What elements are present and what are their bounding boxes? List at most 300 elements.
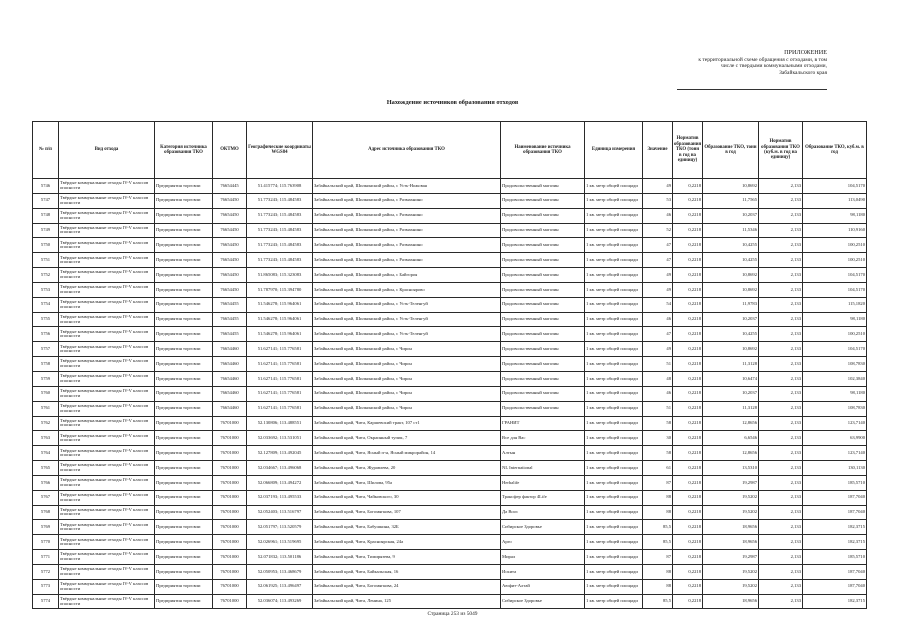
cell-source-name: Продовольственный магазин (501, 238, 585, 253)
cell-num: 5767 (33, 490, 59, 505)
cell-unit: 1 кв. метр общей площади (585, 535, 643, 550)
cell-volume: 98,1180 (803, 312, 867, 327)
cell-waste-type: Твёрдые коммунальные отходы IV-V классов опасности (59, 179, 155, 194)
cell-source-name: ГРАНИТ (501, 416, 585, 431)
cell-volume-norm: 2,133 (759, 386, 803, 401)
cell-waste-type: Твёрдые коммунальные отходы IV-V классов опасности (59, 490, 155, 505)
cell-source-category: Предприятия торговли (155, 386, 213, 401)
cell-unit: 1 кв. метр общей площади (585, 505, 643, 520)
cell-mass: 11,3128 (703, 357, 759, 372)
cell-mass-norm: 0,2218 (673, 535, 703, 550)
cell-waste-type: Твёрдые коммунальные отходы IV-V классов опасности (59, 357, 155, 372)
cell-num: 5766 (33, 475, 59, 490)
cell-num: 5751 (33, 253, 59, 268)
cell-num: 5756 (33, 327, 59, 342)
cell-source-category: Предприятия торговли (155, 401, 213, 416)
cell-oktmo: 76654450 (213, 238, 247, 253)
cell-coordinates: 51.415774; 115.763908 (247, 179, 313, 194)
cell-coordinates: 51.773243; 115.484583 (247, 193, 313, 208)
cell-waste-type: Твёрдые коммунальные отходы IV-V классов опасности (59, 223, 155, 238)
cell-value: 85,5 (643, 594, 673, 609)
cell-value: 58 (643, 416, 673, 431)
table-header-row (33, 122, 867, 179)
cell-address: Забайкальский край, Шилкинский район, с Усть-Теленгуй (313, 312, 501, 327)
cell-unit: 1 кв. метр общей площади (585, 253, 643, 268)
cell-mass: 12,8656 (703, 446, 759, 461)
cell-source-name: Продовольственный магазин (501, 297, 585, 312)
cell-waste-type: Твёрдые коммунальные отходы IV-V классов опасности (59, 446, 155, 461)
cell-source-category: Предприятия торговли (155, 564, 213, 579)
cell-address: Забайкальский край, Чита, Бабушкина, 32Б (313, 520, 501, 535)
table-row (33, 594, 867, 609)
header-mass-norm: Норматив образования ТКО (тонн в год на единицу) (673, 122, 703, 179)
cell-waste-type: Твёрдые коммунальные отходы IV-V классов опасности (59, 564, 155, 579)
cell-mass: 11,5346 (703, 223, 759, 238)
cell-mass: 18,9656 (703, 535, 759, 550)
cell-unit: 1 кв. метр общей площади (585, 564, 643, 579)
cell-volume: 100,2510 (803, 238, 867, 253)
cell-mass: 10,8692 (703, 282, 759, 297)
cell-source-name: Сибирское Здоровье (501, 520, 585, 535)
cell-num: 5746 (33, 179, 59, 194)
cell-volume-norm: 2,133 (759, 371, 803, 386)
cell-value: 85,5 (643, 520, 673, 535)
cell-num: 5754 (33, 297, 59, 312)
cell-coordinates: 52.033692; 113.531051 (247, 431, 313, 446)
cell-volume: 98,1180 (803, 386, 867, 401)
cell-waste-type: Твёрдые коммунальные отходы IV-V классов опасности (59, 253, 155, 268)
cell-address: Забайкальский край, Чита, Каршевский тракт, 107 ст1 (313, 416, 501, 431)
cell-mass: 19,2987 (703, 475, 759, 490)
cell-volume-norm: 2,133 (759, 179, 803, 194)
cell-coordinates: 52.036074; 113.493269 (247, 594, 313, 609)
cell-source-name: Все для Вас (501, 431, 585, 446)
cell-address: Забайкальский край, Шилкинский район, с Чирон (313, 357, 501, 372)
cell-unit: 1 кв. метр общей площади (585, 193, 643, 208)
cell-address: Забайкальский край, Шилкинский район, с Размахнино (313, 208, 501, 223)
cell-mass: 19,5202 (703, 505, 759, 520)
cell-oktmo: 76654460 (213, 401, 247, 416)
cell-mass-norm: 0,2218 (673, 282, 703, 297)
cell-volume: 104,5170 (803, 268, 867, 283)
appendix-block (577, 50, 827, 76)
cell-source-category: Предприятия торговли (155, 297, 213, 312)
table-row (33, 446, 867, 461)
cell-source-category: Предприятия торговли (155, 208, 213, 223)
cell-mass: 10,4255 (703, 238, 759, 253)
cell-unit: 1 кв. метр общей площади (585, 282, 643, 297)
cell-num: 5749 (33, 223, 59, 238)
cell-coordinates: 51.773243; 115.484583 (247, 253, 313, 268)
cell-oktmo: 76701000 (213, 550, 247, 565)
cell-source-category: Предприятия торговли (155, 223, 213, 238)
cell-coordinates: 52.037193; 113.495533 (247, 490, 313, 505)
cell-oktmo: 76654450 (213, 223, 247, 238)
table-row (33, 223, 867, 238)
cell-oktmo: 76701000 (213, 535, 247, 550)
cell-num: 5760 (33, 386, 59, 401)
cell-mass: 10,8692 (703, 342, 759, 357)
cell-num: 5757 (33, 342, 59, 357)
cell-unit: 1 кв. метр общей площади (585, 312, 643, 327)
cell-waste-type: Твёрдые коммунальные отходы IV-V классов опасности (59, 386, 155, 401)
cell-mass: 13,5310 (703, 461, 759, 476)
cell-unit: 1 кв. метр общей площади (585, 550, 643, 565)
cell-address: Забайкальский край, Шилкинский район, с Размахнино (313, 223, 501, 238)
cell-coordinates: 52.071832; 113.501186 (247, 550, 313, 565)
header-num: № п/п (33, 122, 59, 179)
cell-volume-norm: 2,133 (759, 253, 803, 268)
cell-mass-norm: 0,2218 (673, 401, 703, 416)
cell-volume-norm: 2,133 (759, 282, 803, 297)
cell-unit: 1 кв. метр общей площади (585, 179, 643, 194)
table-row (33, 371, 867, 386)
cell-unit: 1 кв. метр общей площади (585, 371, 643, 386)
table-row (33, 268, 867, 283)
cell-mass: 18,9656 (703, 594, 759, 609)
cell-source-category: Предприятия торговли (155, 253, 213, 268)
appendix-line-2: числе с твердыми коммунальными отходами, (720, 63, 827, 70)
cell-volume: 104,5170 (803, 342, 867, 357)
waste-sources-table (32, 121, 867, 609)
cell-mass-norm: 0,2218 (673, 297, 703, 312)
cell-address: Забайкальский край, Шилкинский район, с Чирон (313, 371, 501, 386)
cell-unit: 1 кв. метр общей площади (585, 386, 643, 401)
cell-unit: 1 кв. метр общей площади (585, 579, 643, 594)
table-row (33, 327, 867, 342)
cell-unit: 1 кв. метр общей площади (585, 357, 643, 372)
cell-mass: 10,6474 (703, 371, 759, 386)
table-row (33, 179, 867, 194)
cell-address: Забайкальский край, Чита, Ленина, 125 (313, 594, 501, 609)
cell-volume-norm: 2,133 (759, 327, 803, 342)
cell-coordinates: 52.051797; 113.520579 (247, 520, 313, 535)
cell-volume: 182,3715 (803, 594, 867, 609)
cell-waste-type: Твёрдые коммунальные отходы IV-V классов опасности (59, 579, 155, 594)
cell-coordinates: 52.026961; 113.519695 (247, 535, 313, 550)
cell-value: 52 (643, 223, 673, 238)
cell-num: 5765 (33, 461, 59, 476)
cell-source-name: Сибирское Здоровье (501, 594, 585, 609)
cell-mass: 19,5202 (703, 564, 759, 579)
cell-source-category: Предприятия торговли (155, 327, 213, 342)
header-volume: Образование ТКО, куб.м. в год (803, 122, 867, 179)
cell-unit: 1 кв. метр общей площади (585, 297, 643, 312)
cell-address: Забайкальский край, Шилкинский район, с Размахнино (313, 253, 501, 268)
cell-volume: 100,2510 (803, 253, 867, 268)
cell-volume-norm: 2,133 (759, 238, 803, 253)
cell-mass: 6,6546 (703, 431, 759, 446)
cell-value: 47 (643, 253, 673, 268)
cell-source-category: Предприятия торговли (155, 371, 213, 386)
cell-volume-norm: 2,133 (759, 357, 803, 372)
cell-mass-norm: 0,2218 (673, 505, 703, 520)
cell-num: 5762 (33, 416, 59, 431)
cell-waste-type: Твёрдые коммунальные отходы IV-V классов опасности (59, 371, 155, 386)
cell-address: Забайкальский край, Чита, Красноярская, 24а (313, 535, 501, 550)
cell-source-name: Продовольственный магазин (501, 312, 585, 327)
cell-oktmo: 76701000 (213, 446, 247, 461)
cell-volume-norm: 2,133 (759, 579, 803, 594)
table-row (33, 312, 867, 327)
header-source-name: Наименование источника образования ТКО (501, 122, 585, 179)
cell-oktmo: 76701000 (213, 475, 247, 490)
cell-address: Забайкальский край, Шилкинский район, с Усть-Теленгуй (313, 297, 501, 312)
cell-coordinates: 51.546278; 115.964061 (247, 297, 313, 312)
document-title: Нахождение источников образования отходов (386, 99, 519, 106)
table-row (33, 386, 867, 401)
cell-source-category: Предприятия торговли (155, 357, 213, 372)
cell-oktmo: 76654460 (213, 386, 247, 401)
cell-mass: 10,2037 (703, 208, 759, 223)
cell-value: 46 (643, 312, 673, 327)
cell-source-name: Продовольственный магазин (501, 268, 585, 283)
cell-address: Забайкальский край, Чита, Чайковского, 30 (313, 490, 501, 505)
cell-volume: 187,7040 (803, 564, 867, 579)
cell-source-name: NL International (501, 461, 585, 476)
cell-waste-type: Твёрдые коммунальные отходы IV-V классов опасности (59, 594, 155, 609)
cell-mass-norm: 0,2218 (673, 371, 703, 386)
cell-volume: 108,7830 (803, 357, 867, 372)
header-address: Адрес источника образования ТКО (313, 122, 501, 179)
cell-volume: 100,2510 (803, 327, 867, 342)
cell-volume-norm: 2,133 (759, 550, 803, 565)
cell-source-name: Аюфит-Алтай (501, 579, 585, 594)
cell-source-name: Продовольственный магазин (501, 179, 585, 194)
cell-source-category: Предприятия торговли (155, 342, 213, 357)
table-row (33, 490, 867, 505)
cell-value: 49 (643, 342, 673, 357)
cell-unit: 1 кв. метр общей площади (585, 401, 643, 416)
cell-mass-norm: 0,2218 (673, 416, 703, 431)
cell-volume-norm: 2,133 (759, 297, 803, 312)
cell-num: 5764 (33, 446, 59, 461)
cell-source-category: Предприятия торговли (155, 416, 213, 431)
cell-coordinates: 51.627141; 115.776581 (247, 357, 313, 372)
cell-coordinates: 51.773243; 115.484583 (247, 223, 313, 238)
cell-num: 5747 (33, 193, 59, 208)
cell-address: Забайкальский край, Чита, Шилова, 95а (313, 475, 501, 490)
table-row (33, 342, 867, 357)
cell-mass: 10,2037 (703, 312, 759, 327)
cell-waste-type: Твёрдые коммунальные отходы IV-V классов опасности (59, 401, 155, 416)
cell-coordinates: 51.627141; 115.776581 (247, 371, 313, 386)
cell-volume: 98,1180 (803, 208, 867, 223)
cell-coordinates: 51.773243; 115.484583 (247, 208, 313, 223)
cell-value: 88 (643, 505, 673, 520)
cell-coordinates: 52.052403; 113.516797 (247, 505, 313, 520)
cell-volume: 182,3715 (803, 535, 867, 550)
cell-address: Забайкальский край, Шилкинский район, с Байгороя (313, 268, 501, 283)
appendix-title: ПРИЛОЖЕНИЕ (784, 49, 827, 56)
cell-volume-norm: 2,133 (759, 431, 803, 446)
cell-source-category: Предприятия торговли (155, 446, 213, 461)
cell-num: 5759 (33, 371, 59, 386)
cell-source-name: Продовольственный магазин (501, 253, 585, 268)
cell-value: 54 (643, 297, 673, 312)
cell-value: 46 (643, 386, 673, 401)
cell-num: 5774 (33, 594, 59, 609)
cell-source-name: Продовольственный магазин (501, 371, 585, 386)
appendix-underline (677, 89, 827, 90)
cell-oktmo: 76701000 (213, 505, 247, 520)
cell-source-category: Предприятия торговли (155, 238, 213, 253)
cell-waste-type: Твёрдые коммунальные отходы IV-V классов опасности (59, 297, 155, 312)
cell-num: 5770 (33, 535, 59, 550)
table-row (33, 357, 867, 372)
cell-mass-norm: 0,2218 (673, 179, 703, 194)
cell-oktmo: 76654450 (213, 282, 247, 297)
cell-num: 5755 (33, 312, 59, 327)
cell-address: Забайкальский край, Чита, Богомягкова, 24 (313, 579, 501, 594)
cell-address: Забайкальский край, Шилкинский район, с Чирон (313, 386, 501, 401)
cell-volume: 104,5170 (803, 179, 867, 194)
cell-mass-norm: 0,2218 (673, 238, 703, 253)
cell-address: Забайкальский край, Чита, Байкальская, 16 (313, 564, 501, 579)
cell-num: 5761 (33, 401, 59, 416)
cell-volume-norm: 2,133 (759, 342, 803, 357)
cell-unit: 1 кв. метр общей площади (585, 342, 643, 357)
cell-volume-norm: 2,133 (759, 446, 803, 461)
cell-unit: 1 кв. метр общей площади (585, 416, 643, 431)
cell-volume: 130,1130 (803, 461, 867, 476)
cell-oktmo: 76654445 (213, 179, 247, 194)
cell-value: 48 (643, 371, 673, 386)
table-row (33, 550, 867, 565)
cell-waste-type: Твёрдые коммунальные отходы IV-V классов опасности (59, 416, 155, 431)
cell-mass-norm: 0,2218 (673, 193, 703, 208)
cell-source-name: Алтын (501, 446, 585, 461)
cell-mass: 19,5202 (703, 490, 759, 505)
cell-num: 5748 (33, 208, 59, 223)
cell-coordinates: 52.066809; 113.494272 (247, 475, 313, 490)
cell-unit: 1 кв. метр общей площади (585, 208, 643, 223)
cell-source-category: Предприятия торговли (155, 312, 213, 327)
cell-source-category: Предприятия торговли (155, 431, 213, 446)
header-value: Значение (643, 122, 673, 179)
appendix-line-3: Забайкальского края (779, 69, 827, 76)
cell-volume-norm: 2,133 (759, 520, 803, 535)
cell-waste-type: Твёрдые коммунальные отходы IV-V классов опасности (59, 327, 155, 342)
cell-coordinates: 52.034667; 113.496068 (247, 461, 313, 476)
table-row (33, 461, 867, 476)
cell-num: 5752 (33, 268, 59, 283)
cell-volume-norm: 2,133 (759, 564, 803, 579)
cell-coordinates: 52.127809; 113.492045 (247, 446, 313, 461)
cell-waste-type: Твёрдые коммунальные отходы IV-V классов опасности (59, 312, 155, 327)
cell-mass: 18,9656 (703, 520, 759, 535)
cell-value: 46 (643, 208, 673, 223)
table-row (33, 401, 867, 416)
cell-mass: 10,2037 (703, 386, 759, 401)
cell-mass-norm: 0,2218 (673, 446, 703, 461)
cell-mass: 10,4255 (703, 253, 759, 268)
cell-num: 5768 (33, 505, 59, 520)
cell-coordinates: 51.627141; 115.776581 (247, 401, 313, 416)
cell-source-name: Да Воос (501, 505, 585, 520)
cell-coordinates: 51.546278; 115.964061 (247, 312, 313, 327)
cell-volume-norm: 2,133 (759, 416, 803, 431)
cell-coordinates: 51.627141; 115.776581 (247, 386, 313, 401)
table-row (33, 520, 867, 535)
cell-source-name: Продовольственный магазин (501, 208, 585, 223)
cell-num: 5769 (33, 520, 59, 535)
header-waste-type: Вид отхода (59, 122, 155, 179)
cell-source-category: Предприятия торговли (155, 550, 213, 565)
cell-oktmo: 76701000 (213, 520, 247, 535)
cell-source-category: Предприятия торговли (155, 490, 213, 505)
cell-waste-type: Твёрдые коммунальные отходы IV-V классов опасности (59, 505, 155, 520)
cell-unit: 1 кв. метр общей площади (585, 431, 643, 446)
cell-mass: 19,2987 (703, 550, 759, 565)
cell-waste-type: Твёрдые коммунальные отходы IV-V классов опасности (59, 342, 155, 357)
cell-mass: 19,5202 (703, 579, 759, 594)
header-unit: Единица измерения (585, 122, 643, 179)
cell-unit: 1 кв. метр общей площади (585, 327, 643, 342)
cell-oktmo: 76654450 (213, 193, 247, 208)
cell-oktmo: 76654455 (213, 312, 247, 327)
cell-address: Забайкальский край, Шилкинский район, с Чирон (313, 342, 501, 357)
cell-volume-norm: 2,133 (759, 490, 803, 505)
cell-value: 53 (643, 193, 673, 208)
cell-mass-norm: 0,2218 (673, 268, 703, 283)
cell-source-name: Мирал (501, 550, 585, 565)
cell-volume-norm: 2,133 (759, 594, 803, 609)
cell-waste-type: Твёрдые коммунальные отходы IV-V классов опасности (59, 550, 155, 565)
cell-value: 87 (643, 550, 673, 565)
cell-source-category: Предприятия торговли (155, 461, 213, 476)
cell-num: 5771 (33, 550, 59, 565)
appendix-line-1: к территориальной схеме обращения с отходами, в том (698, 56, 827, 63)
cell-address: Забайкальский край, Шилкинский район, с Красноярово (313, 282, 501, 297)
cell-mass-norm: 0,2218 (673, 550, 703, 565)
cell-oktmo: 76701000 (213, 431, 247, 446)
cell-volume-norm: 2,133 (759, 475, 803, 490)
header-source-category: Категория источника образования ТКО (155, 122, 213, 179)
cell-source-name: Продовольственный магазин (501, 327, 585, 342)
cell-mass-norm: 0,2218 (673, 475, 703, 490)
cell-source-name: Арго (501, 535, 585, 550)
cell-source-name: Продовольственный магазин (501, 193, 585, 208)
cell-source-name: Продовольственный магазин (501, 223, 585, 238)
cell-volume: 115,1820 (803, 297, 867, 312)
cell-address: Забайкальский край, Чита, Тимирязева, 9 (313, 550, 501, 565)
table-row (33, 431, 867, 446)
cell-mass-norm: 0,2218 (673, 327, 703, 342)
cell-volume: 182,3715 (803, 520, 867, 535)
cell-oktmo: 76701000 (213, 579, 247, 594)
cell-volume: 185,5710 (803, 550, 867, 565)
cell-mass-norm: 0,2218 (673, 357, 703, 372)
table-row (33, 208, 867, 223)
cell-oktmo: 76654460 (213, 371, 247, 386)
cell-oktmo: 76654450 (213, 208, 247, 223)
cell-unit: 1 кв. метр общей площади (585, 238, 643, 253)
cell-volume: 104,5170 (803, 282, 867, 297)
cell-volume: 110,9160 (803, 223, 867, 238)
cell-oktmo: 76701000 (213, 416, 247, 431)
cell-coordinates: 51.627141; 115.776581 (247, 342, 313, 357)
cell-mass-norm: 0,2218 (673, 594, 703, 609)
cell-waste-type: Твёрдые коммунальные отходы IV-V классов опасности (59, 520, 155, 535)
table-row (33, 193, 867, 208)
cell-volume: 113,0490 (803, 193, 867, 208)
cell-mass-norm: 0,2218 (673, 461, 703, 476)
cell-mass: 11,7565 (703, 193, 759, 208)
cell-waste-type: Твёрдые коммунальные отходы IV-V классов опасности (59, 461, 155, 476)
cell-volume-norm: 2,133 (759, 505, 803, 520)
cell-num: 5773 (33, 579, 59, 594)
